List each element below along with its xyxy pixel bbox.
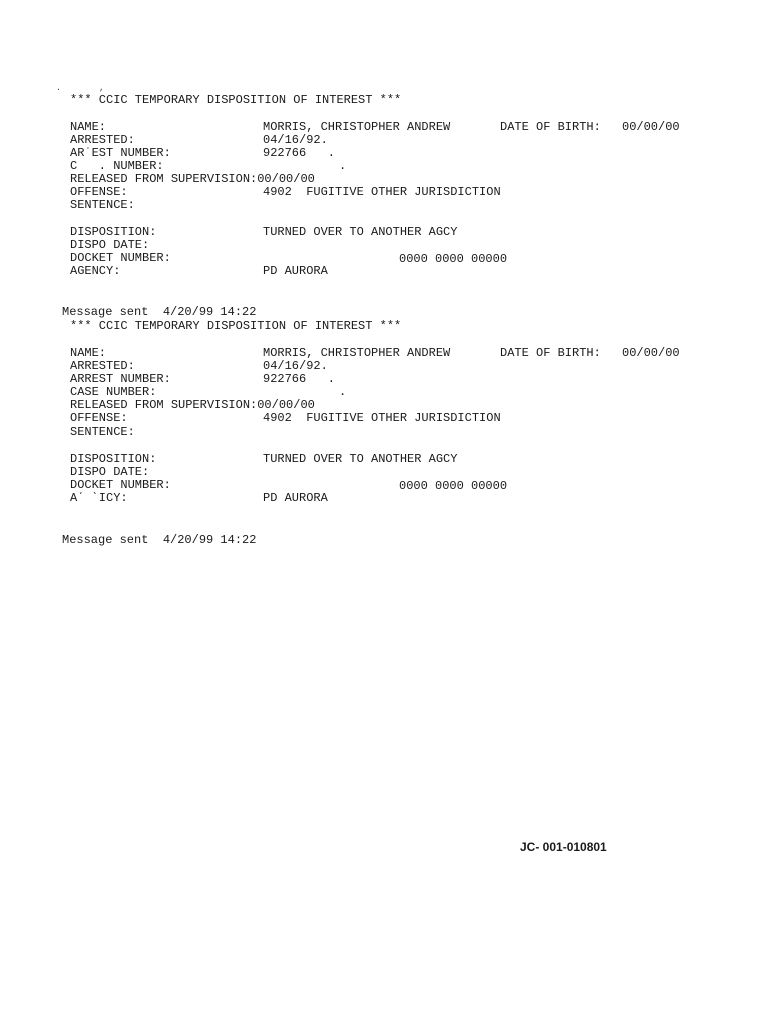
agency-value: PD AURORA [263, 491, 328, 505]
dob-label: DATE OF BIRTH: [500, 120, 601, 134]
dob-label: DATE OF BIRTH: [500, 346, 601, 360]
docket-number-value: 0000 0000 00000 [399, 479, 508, 493]
offense-label: OFFENSE: [70, 185, 128, 199]
scan-specks: . , [56, 84, 105, 93]
name-label: NAME: [70, 120, 107, 134]
sentence-label: SENTENCE: [70, 425, 135, 439]
record-title: *** CCIC TEMPORARY DISPOSITION OF INTEREST *** [70, 319, 402, 333]
dob-value: 00/00/00 [622, 346, 680, 360]
arrested-label: ARRESTED: [70, 133, 135, 147]
name-label: NAME: [70, 346, 107, 360]
arrested-value: 04/16/92. [263, 359, 328, 373]
sentence-label: SENTENCE: [70, 198, 135, 212]
offense-value: 4902 FUGITIVE OTHER JURISDICTION [263, 185, 501, 199]
arrest-number-label: ARˈEST NUMBER: [70, 146, 171, 160]
case-number-label: C . NUMBER: [70, 159, 164, 173]
offense-value: 4902 FUGITIVE OTHER JURISDICTION [263, 411, 501, 425]
document-control-stamp: JC- 001-010801 [520, 840, 607, 854]
dispo-date-label: DISPO DATE: [70, 238, 150, 252]
case-number-value: . [339, 385, 347, 399]
name-value: MORRIS, CHRISTOPHER ANDREW [263, 346, 451, 360]
arrest-number-label: ARREST NUMBER: [70, 372, 171, 386]
name-value: MORRIS, CHRISTOPHER ANDREW [263, 120, 451, 134]
agency-label: AGENCY: [70, 264, 121, 278]
record-title: *** CCIC TEMPORARY DISPOSITION OF INTEREST *** [70, 93, 402, 107]
arrested-label: ARRESTED: [70, 359, 135, 373]
disposition-label: DISPOSITION: [70, 452, 157, 466]
message-sent: Message sent 4/20/99 14:22 [62, 305, 257, 319]
arrest-number-value: 922766 . [263, 146, 336, 160]
arrest-number-value: 922766 . [263, 372, 336, 386]
released-label: RELEASED FROM SUPERVISION:00/00/00 [70, 398, 315, 412]
case-number-label: CASE NUMBER: [70, 385, 157, 399]
docket-number-label: DOCKET NUMBER: [70, 251, 171, 265]
dob-value: 00/00/00 [622, 120, 680, 134]
agency-label: Aˊ ˋICY: [70, 491, 128, 505]
agency-value: PD AURORA [263, 264, 328, 278]
disposition-label: DISPOSITION: [70, 225, 157, 239]
released-label: RELEASED FROM SUPERVISION:00/00/00 [70, 172, 315, 186]
case-number-value: . [339, 159, 347, 173]
message-sent: Message sent 4/20/99 14:22 [62, 533, 257, 547]
disposition-value: TURNED OVER TO ANOTHER AGCY [263, 225, 458, 239]
offense-label: OFFENSE: [70, 411, 128, 425]
disposition-value: TURNED OVER TO ANOTHER AGCY [263, 452, 458, 466]
arrested-value: 04/16/92. [263, 133, 328, 147]
dispo-date-label: DISPO DATE: [70, 465, 150, 479]
docket-number-label: DOCKET NUMBER: [70, 478, 171, 492]
docket-number-value: 0000 0000 00000 [399, 252, 508, 266]
